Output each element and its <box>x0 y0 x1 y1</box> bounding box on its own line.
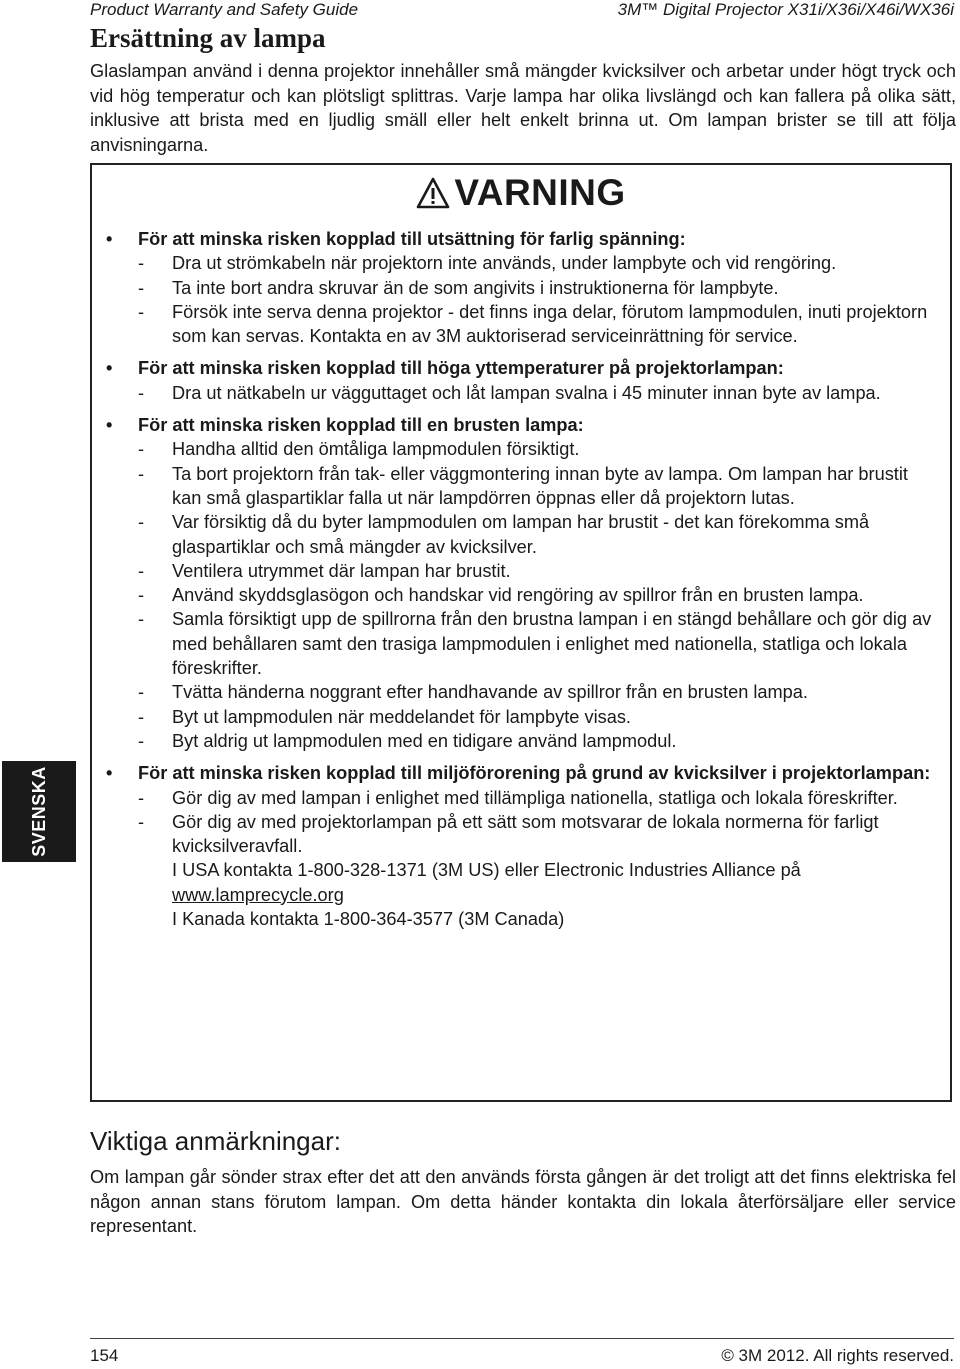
list-item: - Ventilera utrymmet där lampan har brustit. <box>138 560 511 581</box>
bullet: • <box>106 229 113 249</box>
list-item: - Byt aldrig ut lampmodulen med en tidigare använd lampmodul. <box>138 730 677 751</box>
list-item: - Gör dig av med lampan i enlighet med tillämpliga nationella, statliga och lokala föreskrifter. <box>138 787 898 808</box>
list-item: - Dra ut nätkabeln ur vägguttaget och låt lampan svalna i 45 minuter innan byte av lampa. <box>138 382 881 403</box>
lamprecycle-link[interactable]: www.lamprecycle.org <box>172 884 344 905</box>
footer-divider <box>90 1338 954 1339</box>
usa-contact-text: I USA kontakta 1-800-328-1371 (3M US) eller Electronic Industries Alliance på <box>172 860 801 881</box>
canada-contact-text: I Kanada kontakta 1-800-364-3577 (3M Canada) <box>172 909 565 930</box>
warning-section-broken-lamp <box>106 413 940 753</box>
page-title: Ersättning av lampa <box>90 23 326 53</box>
warning-heading <box>92 171 950 215</box>
list-item: - Dra ut strömkabeln när projektorn inte används, under lampbyte och vid rengöring. <box>138 253 837 274</box>
warning-section-voltage <box>106 227 940 348</box>
bullet: • <box>106 358 113 379</box>
list-item: - Byt ut lampmodulen när meddelandet för lampbyte visas. <box>138 706 631 727</box>
page-number: 154 <box>90 1346 119 1365</box>
warning-title: VARNING <box>454 172 626 213</box>
bullet: • <box>106 763 113 784</box>
copyright: © 3M 2012. All rights reserved. <box>721 1346 954 1365</box>
list-item: - Tvätta händerna noggrant efter handhavande av spillror från en brusten lampa. <box>138 682 808 703</box>
notes-title: Viktiga anmärkningar: <box>90 1126 341 1156</box>
list-item: - Ta bort projektorn från tak- eller väggmontering innan byte av lampa. Om lampan har brustit kan små glaspartiklar falla ut när lampdörren öppnas eller då projektorn lutas. <box>138 463 908 508</box>
list-item: - Handha alltid den ömtåliga lampmodulen försiktigt. <box>138 439 580 460</box>
warning-section-mercury <box>106 761 940 931</box>
intro-paragraph: Glaslampan använd i denna projektor innehåller små mängder kvicksilver och arbetar under högt tryck och vid hög temperatur och kan plötsligt splittras. Varje lampa har olika livslängd och kan fallera på olika sätt, inklusive att brista med en ljudlig smäll eller helt enkelt brinna ut. Om lampan brister se till att följa anvisningarna. <box>90 61 956 155</box>
bullet: • <box>106 415 113 436</box>
section-title: För att minska risken kopplad till utsättning för farlig spänning: <box>138 229 686 249</box>
warning-triangle-icon <box>416 177 450 209</box>
warning-body <box>106 227 940 939</box>
list-item: - Samla försiktigt upp de spillrorna från den brustna lampan i en stängd behållare och gör dig av med behållaren samt den trasiga lampmodulen i enlighet med nationella, statliga och lokala föreskrifter. <box>138 609 932 679</box>
warning-box <box>90 163 952 1102</box>
list-item: - Gör dig av med projektorlampan på ett sätt som motsvarar de lokala normerna för farligt kvicksilveravfall. I USA kontakta 1-800-328-1371 (3M US) eller Electronic Industries Alliance på www.lamprecycle.org I Kanada kontakta 1-800-364-3577 (3M Canada) <box>138 811 879 930</box>
list-item: - Ta inte bort andra skruvar än de som angivits i instruktionerna för lampbyte. <box>138 277 779 298</box>
language-tab-label: SVENSKA <box>28 766 49 857</box>
list-item: - Var försiktig då du byter lampmodulen om lampan har brustit - det kan förekomma små glaspartiklar och små mängder av kvicksilver. <box>138 512 870 557</box>
section-title: För att minska risken kopplad till miljöförorening på grund av kvicksilver i projektorlampan: <box>138 763 931 784</box>
warning-section-temperature <box>106 356 940 405</box>
list-item: - Försök inte serva denna projektor - det finns inga delar, förutom lampmodulen, inuti projektorn som kan servas. Kontakta en av 3M auktoriserad serviceinrättning för service. <box>138 301 928 347</box>
language-tab <box>2 761 76 862</box>
notes-paragraph: Om lampan går sönder strax efter det att den används första gången är det troligt att det finns elektriska fel någon annan stans förutom lampan. Om detta händer kontakta din lokala återförsäljare eller service representant. <box>90 1167 956 1236</box>
header-guide-title: Product Warranty and Safety Guide <box>90 0 359 19</box>
list-item: - Använd skyddsglasögon och handskar vid rengöring av spillror från en brusten lampa. <box>138 585 864 606</box>
header-product-name: 3M™ Digital Projector X31i/X36i/X46i/WX36i <box>617 0 954 19</box>
section-title: För att minska risken kopplad till en brusten lampa: <box>138 415 584 436</box>
section-title: För att minska risken kopplad till höga yttemperaturer på projektorlampan: <box>138 358 784 379</box>
